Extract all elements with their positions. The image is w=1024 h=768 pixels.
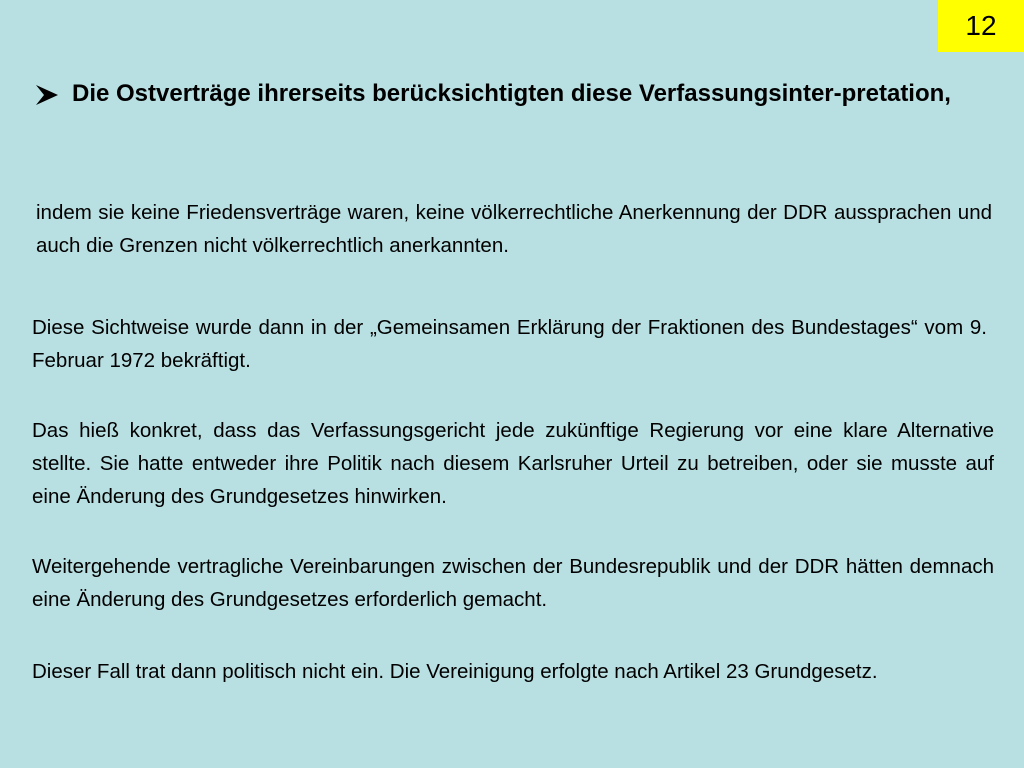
paragraph-5: Dieser Fall trat dann politisch nicht ein. Die Vereinigung erfolgte nach Artikel 23 Grundgesetz. (32, 660, 878, 683)
slide-heading: Die Ostverträge ihrerseits berücksichtigten diese Verfassungsinter-pretation, (72, 80, 951, 107)
page-number-badge (938, 0, 1024, 52)
page-number: 12 (965, 10, 997, 41)
paragraph-1: indem sie keine Friedensverträge waren, keine völkerrechtliche Anerkennung der DDR aussprachen und auch die Grenzen nicht völkerrechtlich anerkannten. (36, 201, 992, 257)
paragraph-3: Das hieß konkret, dass das Verfassungsgericht jede zukünftige Regierung vor eine klare Alternative stellte. Sie hatte entweder ihre Politik nach diesem Karlsruher Urteil zu betreiben, oder sie musste auf eine Änderung des Grundgesetzes hinwirken. (32, 419, 994, 508)
arrowhead-bullet-icon (34, 80, 64, 110)
paragraph-2: Diese Sichtweise wurde dann in der „Gemeinsamen Erklärung der Fraktionen des Bundestages“ vom 9. Februar 1972 bekräftigt. (32, 316, 987, 372)
paragraph-4: Weitergehende vertragliche Vereinbarungen zwischen der Bundesrepublik und der DDR hätten demnach eine Änderung des Grundgesetzes erforderlich gemacht. (32, 555, 994, 611)
